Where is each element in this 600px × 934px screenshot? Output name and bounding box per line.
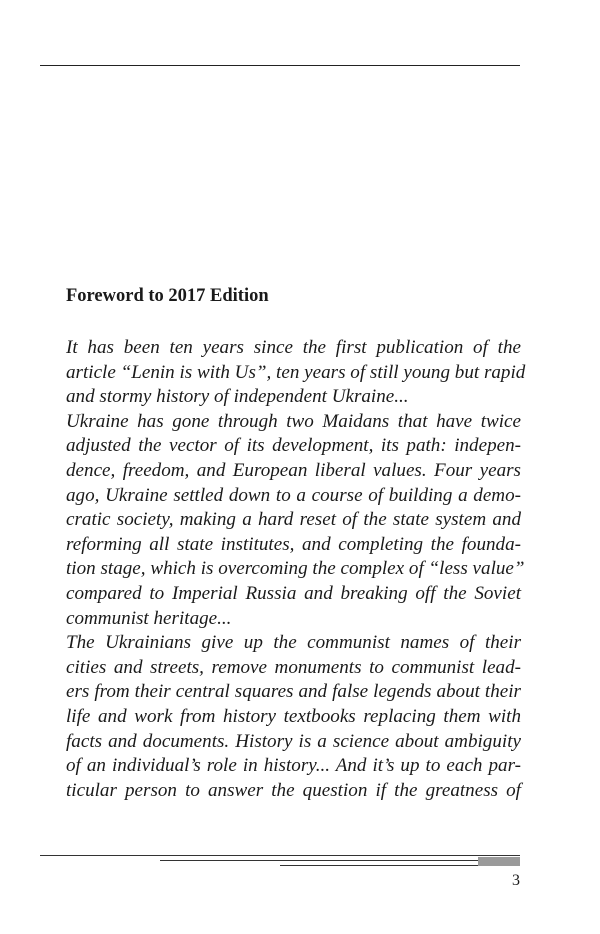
footer-bar [478, 857, 520, 866]
section-heading: Foreword to 2017 Edition [66, 286, 269, 306]
text-line: facts and documents. History is a science about ambiguity [66, 730, 521, 752]
paragraph [40, 631, 521, 803]
text-line: compared to Imperial Russia and breaking off the Soviet [66, 582, 521, 604]
text-line: reforming all state institutes, and completing the founda- [66, 533, 521, 555]
text-line: and stormy history of independent Ukraine... [66, 386, 409, 408]
text-line: dence, freedom, and European liberal values. Four years [66, 459, 521, 481]
paragraph [40, 410, 525, 631]
footer-rule [160, 860, 520, 861]
text-line: cratic society, making a hard reset of the state system and [66, 509, 521, 531]
footer-rule [40, 855, 520, 856]
text-line: tion stage, which is overcoming the complex of “less value” [66, 558, 525, 580]
text-line: ers from their central squares and false legends about their [66, 681, 521, 703]
text-line: cities and streets, remove monuments to communist lead- [66, 656, 521, 678]
footer-rule [280, 865, 480, 866]
text-line: communist heritage... [66, 607, 232, 629]
text-line: adjusted the vector of its development, its path: indepen- [66, 435, 521, 457]
text-line: ago, Ukraine settled down to a course of building a demo- [66, 484, 521, 506]
text-line: life and work from history textbooks replacing them with [66, 705, 521, 727]
header-rule [40, 65, 520, 66]
text-line: The Ukrainians give up the communist names of their [66, 632, 521, 654]
text-line: of an individual’s role in history... And it’s up to each par- [66, 755, 521, 777]
text-line: article “Lenin is with Us”, ten years of still young but rapid [66, 361, 526, 383]
paragraph [40, 336, 526, 410]
text-line: It has been ten years since the first publication of the [66, 337, 521, 358]
text-line: Ukraine has gone through two Maidans that have twice [66, 410, 521, 432]
page-number: 3 [512, 872, 520, 889]
body-text [40, 336, 526, 803]
text-line: ticular person to answer the question if the greatness of [66, 779, 521, 801]
